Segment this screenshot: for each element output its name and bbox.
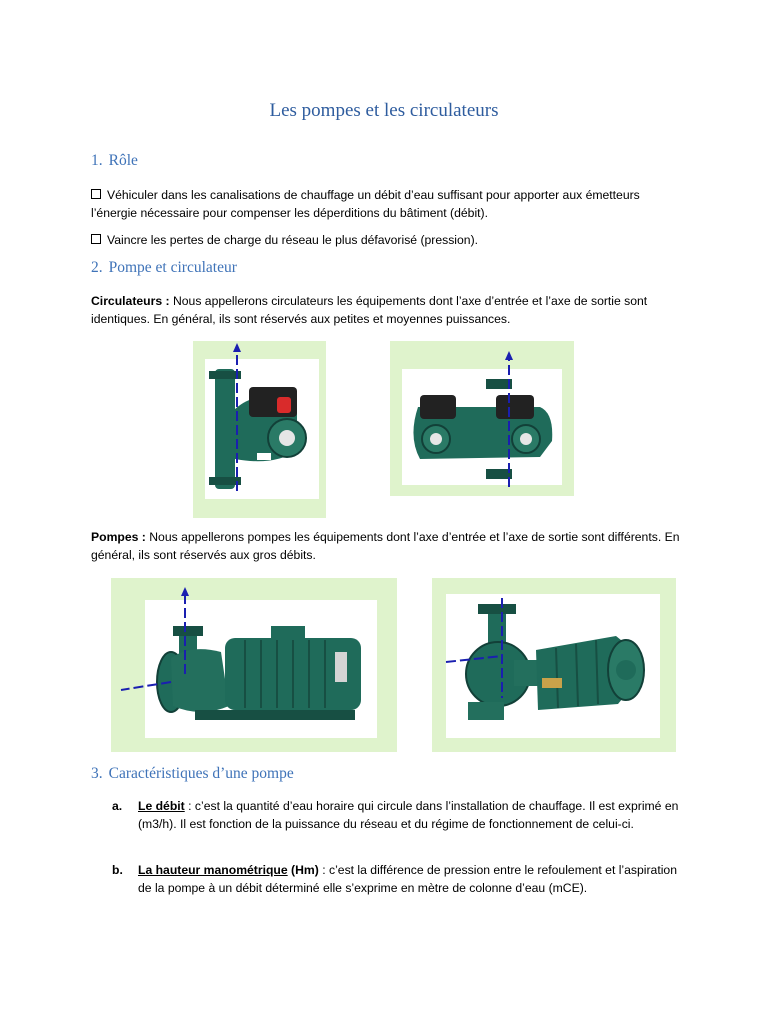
section-label: Rôle xyxy=(108,152,138,169)
pump-motor-side-image xyxy=(111,578,397,752)
section-label: Pompe et circulateur xyxy=(108,259,237,276)
page-title: Les pompes et les circulateurs xyxy=(269,100,499,121)
characteristic-term-abbrev: (Hm) xyxy=(287,863,319,877)
characteristic-description: : c’est la différence de pression entre le refoulement et l’aspiration de la pompe à un débit déterminé elle s’exprime en mètre de colonne d’eau (mCE). xyxy=(138,863,677,895)
characteristic-item-hauteur xyxy=(112,861,687,897)
role-item-text: Vaincre les pertes de charge du réseau le plus défavorisé (pression). xyxy=(107,233,479,247)
section-heading-pompe-circulateur xyxy=(91,259,237,277)
characteristic-item-debit xyxy=(112,797,687,833)
pump-motor-angled-image xyxy=(432,578,676,752)
checkbox-bullet-icon xyxy=(91,189,101,199)
characteristic-description: : c’est la quantité d’eau horaire qui circule dans l’installation de chauffage. Il est exprimé en (m3/h). Il est fonction de la puissance du réseau et du régime de fonctionnement de celui-ci. xyxy=(138,799,679,831)
section-number: 3. xyxy=(91,765,103,782)
section-heading-role xyxy=(91,152,138,170)
circulator-twin-image xyxy=(390,341,574,496)
circulateurs-text: Nous appellerons circulateurs les équipements dont l’axe d’entrée et l’axe de sortie sont identiques. En général, ils sont réservés aux petites et moyennes puissances. xyxy=(91,294,648,326)
characteristic-text xyxy=(138,861,687,897)
list-letter: b. xyxy=(112,863,123,877)
section-number: 2. xyxy=(91,259,103,276)
section-heading-caracteristiques xyxy=(91,765,294,783)
characteristic-term: Le débit xyxy=(138,799,185,813)
list-letter: a. xyxy=(112,799,123,813)
role-item-text: Véhiculer dans les canalisations de chauffage un débit d’eau suffisant pour apporter aux émetteurs l’énergie nécessaire pour compenser les déperditions du bâtiment (débit). xyxy=(91,188,640,220)
characteristic-term: La hauteur manométrique xyxy=(138,863,288,877)
pompes-term: Pompes : xyxy=(91,530,146,544)
role-item-2 xyxy=(91,231,681,249)
characteristic-text xyxy=(138,797,687,833)
section-label: Caractéristiques d’une pompe xyxy=(108,765,294,782)
pompes-paragraph xyxy=(91,528,681,564)
section-number: 1. xyxy=(91,152,103,169)
circulator-single-image xyxy=(193,341,326,518)
checkbox-bullet-icon xyxy=(91,234,101,244)
circulateurs-paragraph xyxy=(91,292,681,328)
role-item-1 xyxy=(91,186,681,222)
pompes-text: Nous appellerons pompes les équipements dont l’axe d’entrée et l’axe de sortie sont différents. En général, ils sont réservés aux gros débits. xyxy=(91,530,680,562)
circulateurs-term: Circulateurs : xyxy=(91,294,170,308)
